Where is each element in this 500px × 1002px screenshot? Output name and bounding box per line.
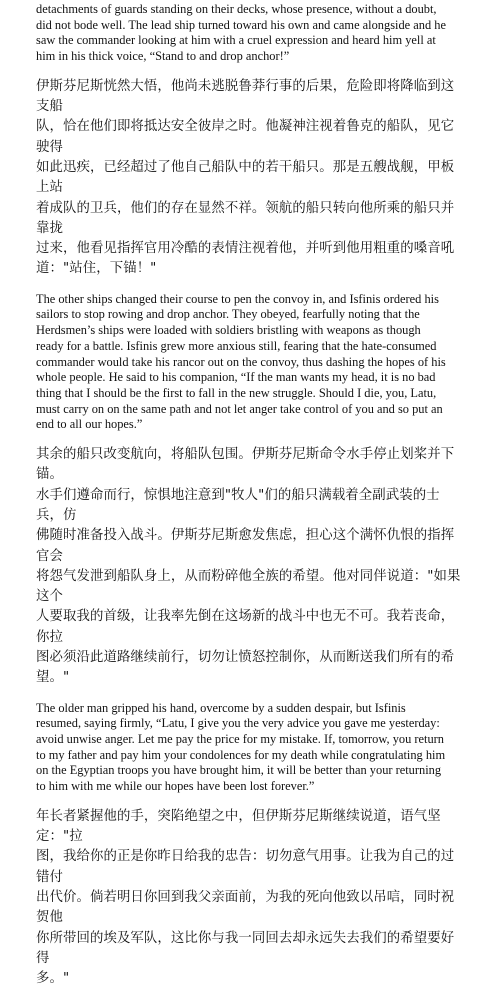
chinese-paragraph: 其余的船只改变航向，将船队包围。伊斯芬尼斯命令水手停止划桨并下锚。 水手们遵命而行，惊惧地注意到"牧人"们的船只满载着全副武装的士兵，仿 佛随时准备投入战斗。伊斯芬尼斯愈发焦虑，担心这个满怀仇恨的指挥官会 将怨气发泄到船队身上，从而粉碎他全族的希望。他对同伴说道："如果这个 人要取我的首级，让我率先倒在这场新的战斗中也无不可。我若丧命，你拉 图必须沿此道路继续前行，切勿让愤怒控制你，从而断送我们所有的希望。" <box>36 447 461 686</box>
document-page <box>36 2 466 1002</box>
chinese-paragraph: 年长者紧握他的手，突陷绝望之中，但伊斯芬尼斯继续说道，语气坚定："拉 图，我给你的正是你昨日给我的忠告：切勿意气用事。让我为自己的过错付 出代价。倘若明日你回到我父亲面前，为我的死向他致以吊唁，同时祝贺他 你所带回的埃及军队，这比你与我一同回去却永远失去我们的希望要好得 多。" <box>36 808 455 987</box>
chinese-paragraph: 伊斯芬尼斯恍然大悟，他尚未逃脱鲁莽行事的后果，危险即将降临到这支船 队，恰在他们即将抵达安全彼岸之时。他凝神注视着鲁克的船队，见它驶得 如此迅疾，已经超过了他自己船队中的若干船只。那是五艘战舰，甲板上站 着成队的卫兵，他们的存在显然不祥。领航的船只转向他所乘的船只并靠拢 过来，他看见指挥官用冷酷的表情注视着他，并听到他用粗重的嗓音吼 道："站住，下锚！" <box>36 78 455 277</box>
english-paragraph: The other ships changed their course to pen the convoy in, and Isfinis ordered his sailors to stop rowing and drop anchor. They obeyed, fearfully noting that the Herdsmen’s ships were loaded with soldiers bristling with weapons as though ready for a battle. Isfinis grew more anxious still, fearing that the hate-consumed commander would take his rancor out on the convoy, thus dashing the hopes of his whole people. He said to his companion, “If the man wants my head, it is no bad thing that I should be the first to fall in the new struggle. Should I die, you, Latu, must carry on on the same path and not let anger take control of you and so put an end to all our hopes.” <box>36 291 446 432</box>
english-paragraph: detachments of guards standing on their decks, whose presence, without a doubt, did not bode well. The lead ship turned toward his own and came alongside and he saw the commander looking at him with a cruel expression and heard him yell at him in his thick voice, “Stand to and drop anchor!” <box>36 2 446 64</box>
english-paragraph: The older man gripped his hand, overcome by a sudden despair, but Isfinis resumed, saying firmly, “Latu, I give you the very advice you gave me yesterday: avoid unwise anger. Let me pay the price for my mistake. If, tomorrow, you return to my father and pay him your condolences for my death while congratulating him on the Egyptian troops you have brought him, it will be better than your returning to him with me while our hopes have been lost forever.” <box>36 700 446 794</box>
